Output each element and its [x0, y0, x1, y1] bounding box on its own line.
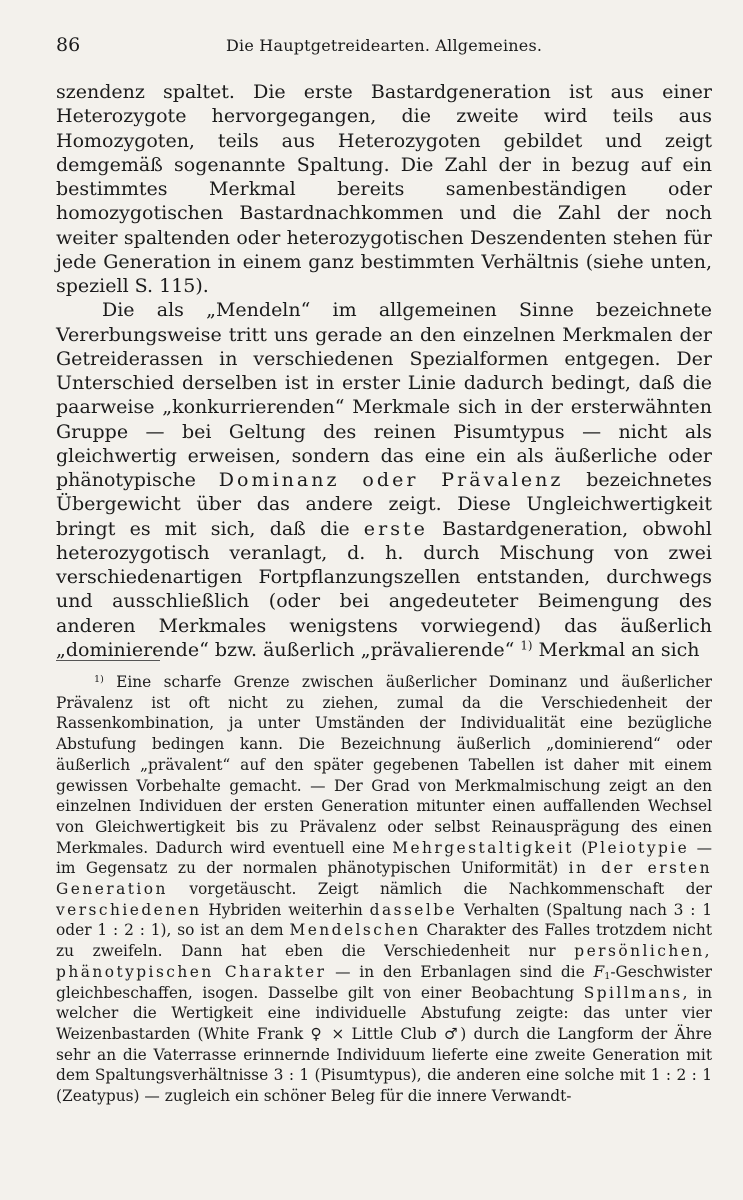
footnote-marker: 1) — [94, 673, 104, 685]
footnote-text-a: Eine scharfe Grenze zwischen äußerlicher Dominanz und äußerlicher Prävalenz ist oft nicht zu ziehen, zumal da die Verschiedenheit der Rassenkombination, ja unter Umständen der Individualität eine bezügliche Abstufung bedingen kann. Die Bezeichnung äußerlich „dominierend“ oder äußerlich „prävalent“ auf den später gegebenen Tabellen ist daher mit einem gewissen Vorbehalte gemacht. — Der Grad von Merkmalmischung zeigt an den einzelnen Individuen der ersten Generation mitunter einen auffallenden Wechsel von Gleichwertigkeit bis zu Prävalenz oder selbst Reinausprägung des einen Merkmales. Dadurch wird eventuell eine — [56, 673, 712, 857]
footnote-text-f: Verhalten (Spaltung nach 3 : 1 oder 1 : 2 : 1), so ist an dem — [56, 900, 712, 940]
footnote-reference[interactable]: 1) — [520, 638, 533, 653]
paragraph-1: szendenz spaltet. Die erste Bastardgeneration ist aus einer Heterozygote hervorgegangen, die zweite wird teils aus Homozygoten, teils aus Heterozygoten gebildet und zeigt demgemäß sogenannte Spaltung. Die Zahl der in bezug auf ein bestimmtes Merkmal bereits samenbeständigen oder homozygotischen Bastardnachkommen und die Zahl der noch weiter spaltenden oder heterozygotischen Deszendenten stehen für jede Generation in einem ganz bestimmten Verhältnis (siehe unten, speziell S. 115). — [56, 81, 712, 297]
paragraph-2-text-b: bezeichnetes Übergewicht über das andere zeigt. Diese Ungleichwertigkeit bringt es mit sich, daß die — [56, 469, 712, 540]
paragraph-2-text-d: Merkmal an sich — [532, 638, 700, 661]
emphasis-verschiedenen: verschiedenen — [56, 900, 202, 919]
emphasis-first-generation: in der ersten Generation — [56, 859, 712, 899]
emphasis-pleiotypie: Pleiotypie — [587, 838, 690, 857]
running-title: Die Hauptgetreidearten. Allgemeines. — [226, 36, 543, 55]
emphasis-dominanz: Dominanz — [218, 469, 340, 491]
emphasis-persoenlichen: persönlichen, phänotypischen Charakter — [56, 942, 712, 981]
main-text — [56, 80, 712, 662]
emphasis-erste: erste — [363, 517, 428, 540]
footnote-text-b: ( — [573, 838, 588, 857]
emphasis-mehrgestaltigkeit: Mehrgestaltigkeit — [392, 838, 574, 857]
footnote-text-h: — in den Erbanlagen sind die — [326, 962, 594, 981]
paragraph-2-text-c: Bastardgeneration, obwohl heterozygotisch veranlagt, d. h. durch Mischung von zwei verschiedenartigen Fortpflanzungszellen entstanden, durchwegs und ausschließlich (oder bei angedeuteter Beimengung des anderen Merkmales wenigstens vorwiegend) das äußerlich „dominierende“ bzw. äußerlich „prävalierende“ — [56, 517, 712, 661]
footnote-1 — [56, 672, 712, 1107]
footnote-text-d: vorgetäuscht. Zeigt nämlich die Nachkommenschaft der — [167, 880, 712, 899]
f1-subscript: 1 — [604, 970, 611, 982]
footnote-text-e: Hybriden weiterhin — [201, 900, 370, 919]
emphasis-spillmans: Spillmans — [583, 983, 683, 1002]
footnote-text-c: — im Gegensatz zu der normalen phänotypischen Uniformität) — [56, 838, 712, 878]
footnote-text-j: , in welcher die Wertigkeit eine individuelle Abstufung zeigte: das unter vier Weizenbastarden (White Frank ♀ × Little Club ♂) durch die Langform der Ähre sehr an die Vaterrasse erinnernde Individuum lieferte eine zweite Generation mit dem Spaltungsverhältnisse 3 : 1 (Pisumtypus), die anderen eine solche mit 1 : 2 : 1 (Zeatypus) — zugleich ein schöner Beleg für die innere Verwandt- — [56, 983, 712, 1106]
footnote-divider — [56, 660, 160, 661]
footnote-text-g: Charakter des Falles trotzdem nicht zu zweifeln. Dann hat eben die Verschiedenheit nur — [56, 921, 712, 961]
paragraph-2 — [56, 298, 712, 662]
paragraph-2-text-a: Die als „Mendeln“ im allgemeinen Sinne bezeichnete Vererbungsweise tritt uns gerade an den einzelnen Merkmalen der Getreiderassen in verschiedenen Spezialformen entgegen. Der Unterschied derselben ist in erster Linie dadurch bedingt, daß die paarweise „konkurrierenden“ Merkmale sich in der ersterwähnten Gruppe — bei Geltung des reinen Pisumtypus — nicht als gleichwertig erweisen, sondern das eine ein als äußerliche oder phänotypische — [56, 299, 712, 491]
f1-symbol: F — [593, 962, 605, 981]
emphasis-mendelschen: Mendelschen — [289, 921, 421, 940]
emphasis-dasselbe: dasselbe — [369, 900, 458, 919]
page-number: 86 — [56, 34, 81, 56]
page-header — [56, 34, 712, 60]
emphasis-oder: oder — [362, 469, 419, 491]
emphasis-praevalenz: Prävalenz — [441, 469, 564, 491]
footnote-text-i: -Geschwister gleichbeschaffen, isogen. Dasselbe gilt von einer Beobachtung — [56, 962, 712, 1002]
